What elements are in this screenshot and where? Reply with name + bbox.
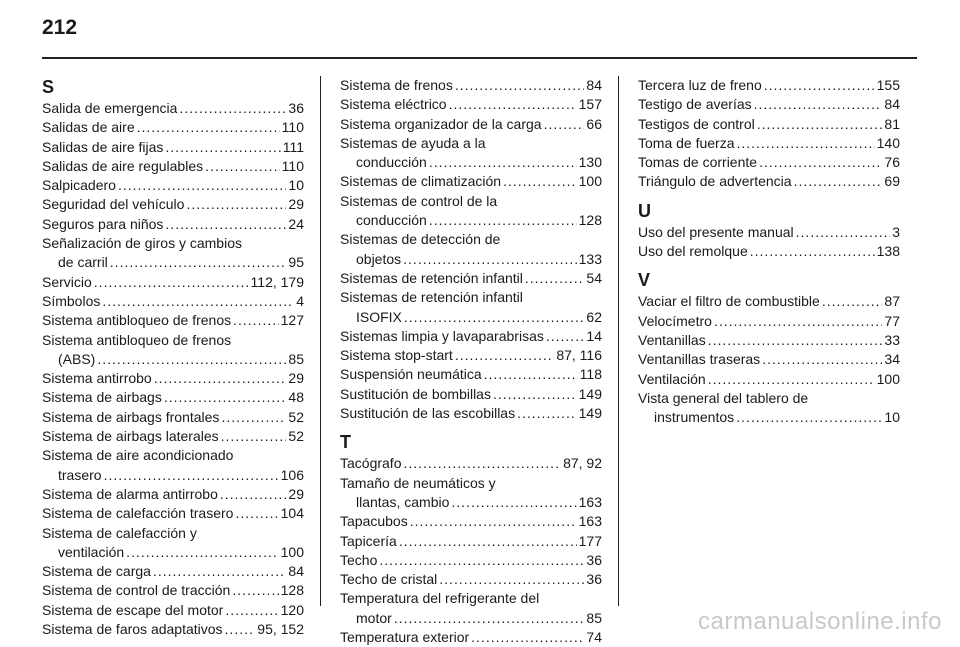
index-entry: Sistemas de retención infantil ..... 54 [340,269,602,288]
index-entry-first-line: Sistema antibloqueo de frenos [42,331,232,348]
index-entry: Uso del remolque ..... 138 [638,242,900,261]
index-entry: Salidas de aire fijas ..... 111 [42,138,304,157]
index-entry: Sistema de control de tracción ..... 128 [42,581,304,600]
page-number: 212 [42,16,78,39]
index-entry: trasero ..... 106 [42,466,304,485]
index-entry: conducción ..... 128 [340,211,602,230]
index-entry: Velocímetro ..... 77 [638,312,900,331]
index-entry: Sistema de airbags laterales ..... 52 [42,427,304,446]
index-entry: Tapacubos ..... 163 [340,512,602,531]
index-entry: Techo de cristal ..... 36 [340,570,602,589]
section-letter-v: V [638,270,651,291]
index-entry: Sistema de frenos ..... 84 [340,76,602,95]
index-column-2 [340,76,602,647]
index-entry-first-line: Tamaño de neumáticos y [340,474,496,491]
index-entry: Tomas de corriente ..... 76 [638,153,900,172]
index-entry-first-line: Temperatura del refrigerante del [340,590,540,607]
index-entry: Sistema antibloqueo de frenos ..... 127 [42,311,304,330]
index-entry: Salidas de aire ..... 110 [42,118,304,137]
index-entry: conducción ..... 130 [340,153,602,172]
index-entry: Ventilación ..... 100 [638,370,900,389]
index-entry: Sistema de alarma antirrobo ..... 29 [42,485,304,504]
index-entry: Sistema antirrobo ..... 29 [42,369,304,388]
index-entry: Sistema stop-start ..... 87, 116 [340,346,602,365]
index-entry: Sistema eléctrico ..... 157 [340,95,602,114]
index-entry: Triángulo de advertencia ..... 69 [638,172,900,191]
index-entry-first-line: Sistema de aire acondicionado [42,447,234,464]
index-entry: Sistema de calefacción trasero ..... 104 [42,504,304,523]
index-entry: Seguridad del vehículo ..... 29 [42,195,304,214]
index-entry-first-line: Sistemas de control de la [340,192,498,209]
index-entry: Uso del presente manual ..... 3 [638,223,900,242]
header-rule [42,57,917,59]
section-letter-t: T [340,432,351,453]
index-entry: llantas, cambio ..... 163 [340,493,602,512]
column-divider [618,76,619,606]
index-entry: Sistema de faros adaptativos ..... 95, 152 [42,620,304,639]
column-divider [320,76,321,606]
index-entry: Temperatura exterior ..... 74 [340,628,602,647]
index-entry: Tercera luz de freno ..... 155 [638,76,900,95]
index-column-1 [42,76,304,639]
index-entry: de carril ..... 95 [42,253,304,272]
index-entry: (ABS) ..... 85 [42,350,304,369]
index-entry: Suspensión neumática ..... 118 [340,365,602,384]
index-entry: motor ..... 85 [340,609,602,628]
index-entry-first-line: Sistemas de detección de [340,231,501,248]
index-entry: Sustitución de las escobillas ..... 149 [340,404,602,423]
index-entry: Tacógrafo ..... 87, 92 [340,454,602,473]
index-entry: Vaciar el filtro de combustible ..... 87 [638,292,900,311]
index-entry: Salida de emergencia ..... 36 [42,99,304,118]
index-entry: Sistema organizador de la carga ..... 66 [340,115,602,134]
index-entry: Salpicadero ..... 10 [42,176,304,195]
index-entry: Sistema de airbags ..... 48 [42,388,304,407]
index-entry-first-line: Sistema de calefacción y [42,524,197,541]
index-entry: instrumentos ..... 10 [638,408,900,427]
section-letter-u: U [638,200,651,221]
index-entry: objetos ..... 133 [340,250,602,269]
watermark: carmanualsonline.info [698,608,942,635]
index-entry: Salidas de aire regulables ..... 110 [42,157,304,176]
index-entry: Toma de fuerza ..... 140 [638,134,900,153]
index-entry: Techo ..... 36 [340,551,602,570]
index-entry: ventilación ..... 100 [42,543,304,562]
section-letter-s: S [42,77,55,97]
index-entry: Testigos de control ..... 81 [638,115,900,134]
index-entry: Sistemas de climatización ..... 100 [340,172,602,191]
index-entry: Testigo de averías ..... 84 [638,95,900,114]
index-column-3 [638,76,900,427]
index-entry: Sistemas limpia y lavaparabrisas ..... 14 [340,327,602,346]
index-entry: Seguros para niños ..... 24 [42,215,304,234]
index-entry: Sistema de escape del motor ..... 120 [42,601,304,620]
index-entry: Ventanillas ..... 33 [638,331,900,350]
index-entry-first-line: Sistemas de ayuda a la [340,134,486,151]
index-entry-first-line: Señalización de giros y cambios [42,235,242,252]
index-entry: Servicio ..... 112, 179 [42,273,304,292]
index-entry: Ventanillas traseras ..... 34 [638,350,900,369]
index-entry: Tapicería ..... 177 [340,532,602,551]
index-entry: Símbolos ..... 4 [42,292,304,311]
index-entry: ISOFIX ..... 62 [340,308,602,327]
index-entry: Sustitución de bombillas ..... 149 [340,385,602,404]
index-entry: Sistema de carga ..... 84 [42,562,304,581]
index-entry: Sistema de airbags frontales ..... 52 [42,408,304,427]
index-entry-first-line: Vista general del tablero de [638,389,809,406]
index-entry-first-line: Sistemas de retención infantil [340,289,523,306]
